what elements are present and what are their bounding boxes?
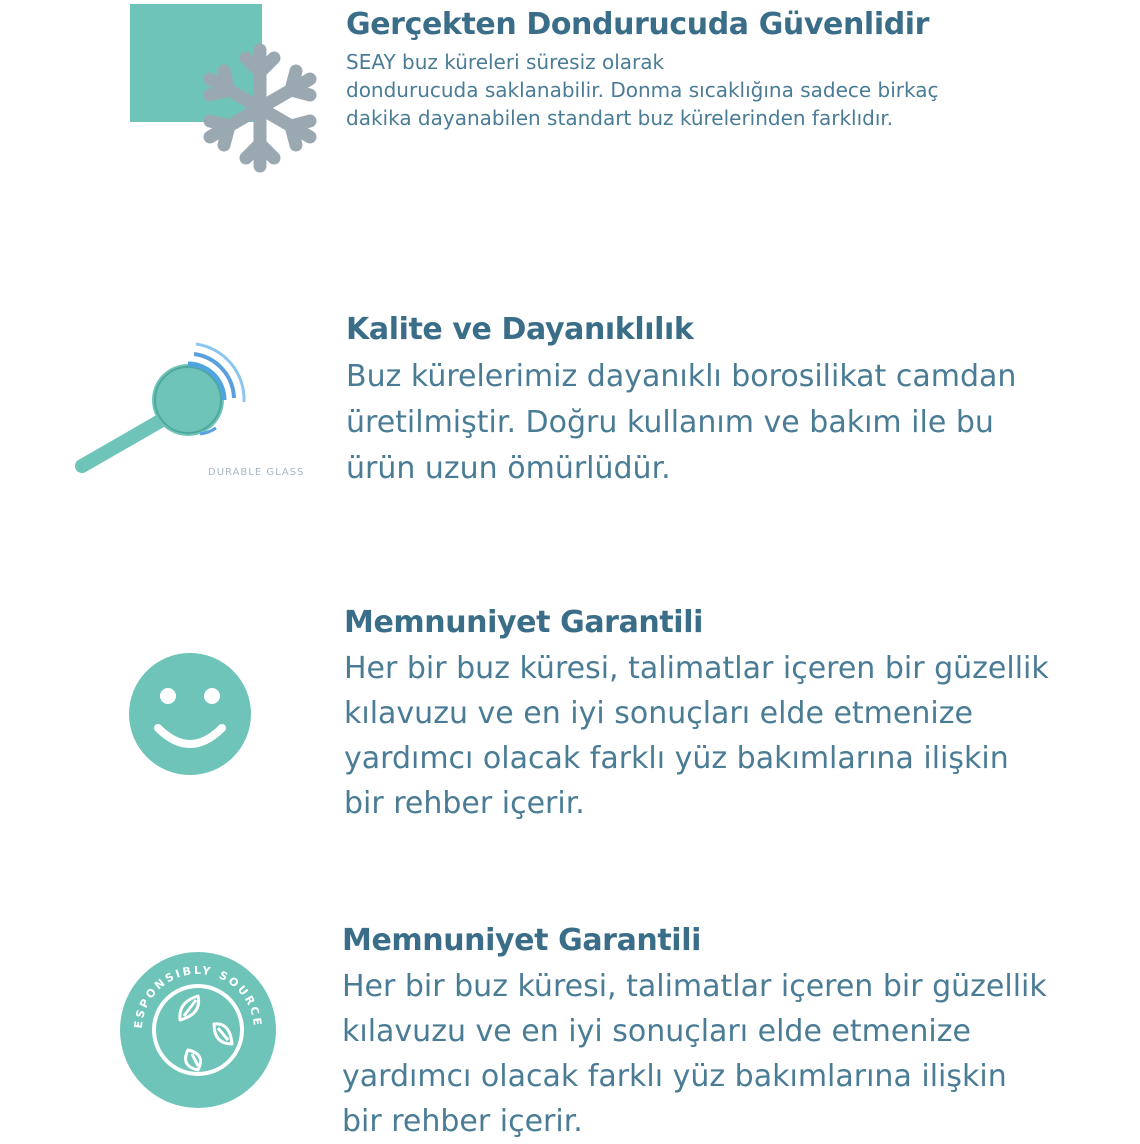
snowflake-square-icon (128, 4, 324, 174)
durable-glass-caption: DURABLE GLASS (208, 467, 305, 478)
description-line: ürün uzun ömürlüdür. (346, 451, 671, 486)
feature-responsibly-sourced (0, 914, 1140, 1140)
description-line: Her bir buz küresi, talimatlar içeren bir güzellik (342, 969, 1047, 1004)
feature-freezer-safe (0, 0, 1140, 200)
feature-description (346, 48, 1100, 132)
description-line: üretilmiştir. Doğru kullanım ve bakım ile bu (346, 405, 994, 440)
description-line: dondurucuda saklanabilir. Donma sıcaklığına sadece birkaç (346, 78, 939, 102)
description-line: dakika dayanabilen standart buz kürelerinden farklıdır. (346, 106, 894, 130)
description-line: yardımcı olacak farklı yüz bakımlarına ilişkin (342, 1059, 1007, 1094)
description-line: Buz kürelerimiz dayanıklı borosilikat camdan (346, 359, 1017, 394)
feature-title: Memnuniyet Garantili (342, 923, 701, 958)
feature-description (342, 964, 1100, 1144)
description-line: bir rehber içerir. (344, 786, 585, 821)
responsibly-sourced-icon (118, 950, 278, 1110)
description-line: bir rehber içerir. (342, 1104, 583, 1139)
feature-description (344, 646, 1100, 826)
smiley-face-icon (128, 652, 252, 776)
feature-satisfaction-guaranteed (0, 596, 1140, 836)
description-line: Her bir buz küresi, talimatlar içeren bir güzellik (344, 651, 1049, 686)
feature-title: Memnuniyet Garantili (344, 605, 703, 640)
durable-glass-icon (70, 340, 340, 480)
responsibly-sourced-caption: ESPONSIBLY SOURCE (131, 963, 265, 1030)
feature-title: Gerçekten Dondurucuda Güvenlidir (346, 7, 930, 42)
description-line: kılavuzu ve en iyi sonuçları elde etmenize (342, 1014, 971, 1049)
feature-title: Kalite ve Dayanıklılık (346, 312, 694, 347)
description-line: yardımcı olacak farklı yüz bakımlarına ilişkin (344, 741, 1009, 776)
feature-description (346, 354, 1100, 492)
feature-quality-durability (0, 300, 1140, 500)
description-line: kılavuzu ve en iyi sonuçları elde etmenize (344, 696, 973, 731)
description-line: SEAY buz küreleri süresiz olarak (346, 50, 665, 74)
